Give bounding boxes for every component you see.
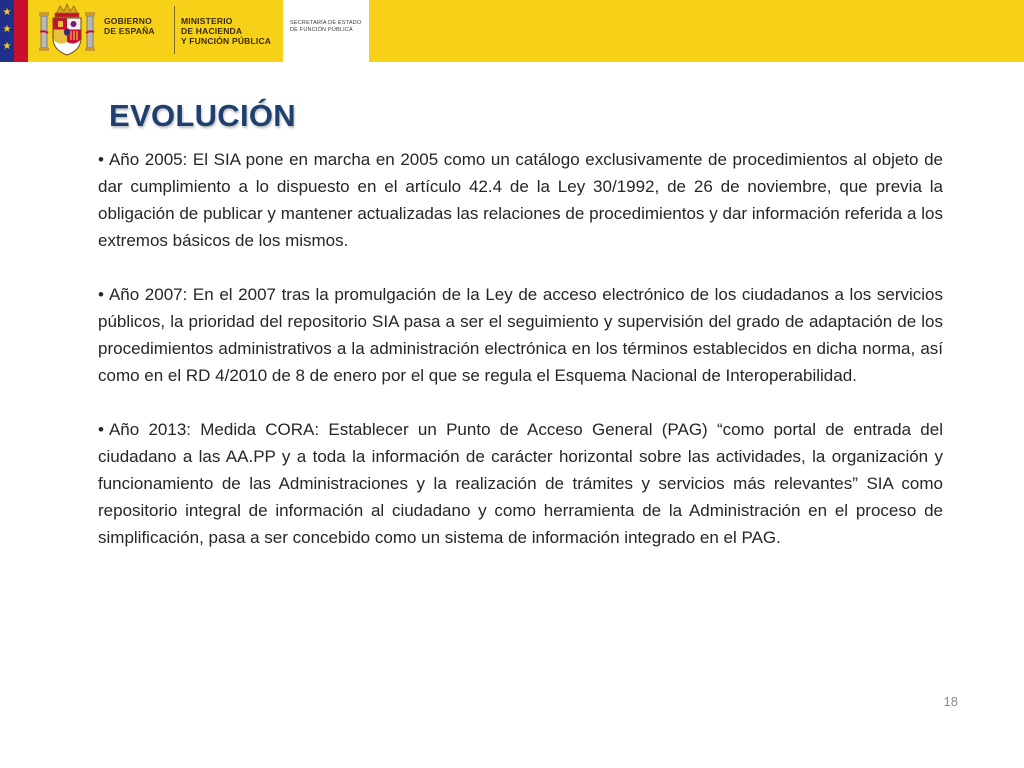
bullet-icon: • xyxy=(98,420,104,439)
paragraph-2007 xyxy=(98,281,943,389)
star-icon: ★ xyxy=(2,41,12,52)
bullet-icon: • xyxy=(98,150,104,169)
coat-of-arms-icon xyxy=(38,2,96,58)
star-icon: ★ xyxy=(2,7,12,18)
header-banner xyxy=(0,0,1024,62)
slide-body xyxy=(98,146,943,578)
paragraph-text: Año 2013: Medida CORA: Establecer un Punto de Acceso General (PAG) “como portal de entrada del ciudadano a las AA.PP y a toda la información de carácter horizontal sobre las actividades, la organización y funcionamiento de las Administraciones y la realización de trámites y servicios más relevantes” SIA como repositorio integral de información al ciudadano y como herramienta de la Administración en el proceso de simplificación, pasa a ser concebido como un sistema de información integrado en el PAG. xyxy=(98,420,943,547)
star-icon: ★ xyxy=(2,24,12,35)
eu-stars-icon xyxy=(0,0,14,62)
bullet-icon: • xyxy=(98,285,104,304)
divider xyxy=(174,6,175,54)
ministerio-label: MINISTERIO DE HACIENDA Y FUNCIÓN PÚBLICA xyxy=(181,16,272,46)
red-strip xyxy=(14,0,28,62)
paragraph-2013 xyxy=(98,416,943,551)
paragraph-text: Año 2007: En el 2007 tras la promulgación de la Ley de acceso electrónico de los ciudadanos a los servicios públicos, la prioridad del repositorio SIA pasa a ser el seguimiento y supervisión del grado de adaptación de los procedimientos administrativos a la administración electrónica en los términos establecidos en dicha norma, así como en el RD 4/2010 de 8 de enero por el que se regula el Esquema Nacional de Interoperabilidad. xyxy=(98,285,943,385)
secretaria-label: SECRETARÍA DE ESTADO DE FUNCIÓN PÚBLICA xyxy=(290,20,362,33)
page-number: 18 xyxy=(943,694,958,709)
gobierno-label: GOBIERNO DE ESPAÑA xyxy=(104,16,155,36)
slide-title: EVOLUCIÓN xyxy=(109,98,296,133)
paragraph-2005 xyxy=(98,146,943,254)
paragraph-text: Año 2005: El SIA pone en marcha en 2005 como un catálogo exclusivamente de procedimientos al objeto de dar cumplimiento a lo dispuesto en el artículo 42.4 de la Ley 30/1992, de 26 de noviembre, que previa la obligación de publicar y mantener actualizadas las relaciones de procedimientos y dar información referida a los extremos básicos de los mismos. xyxy=(98,150,943,250)
